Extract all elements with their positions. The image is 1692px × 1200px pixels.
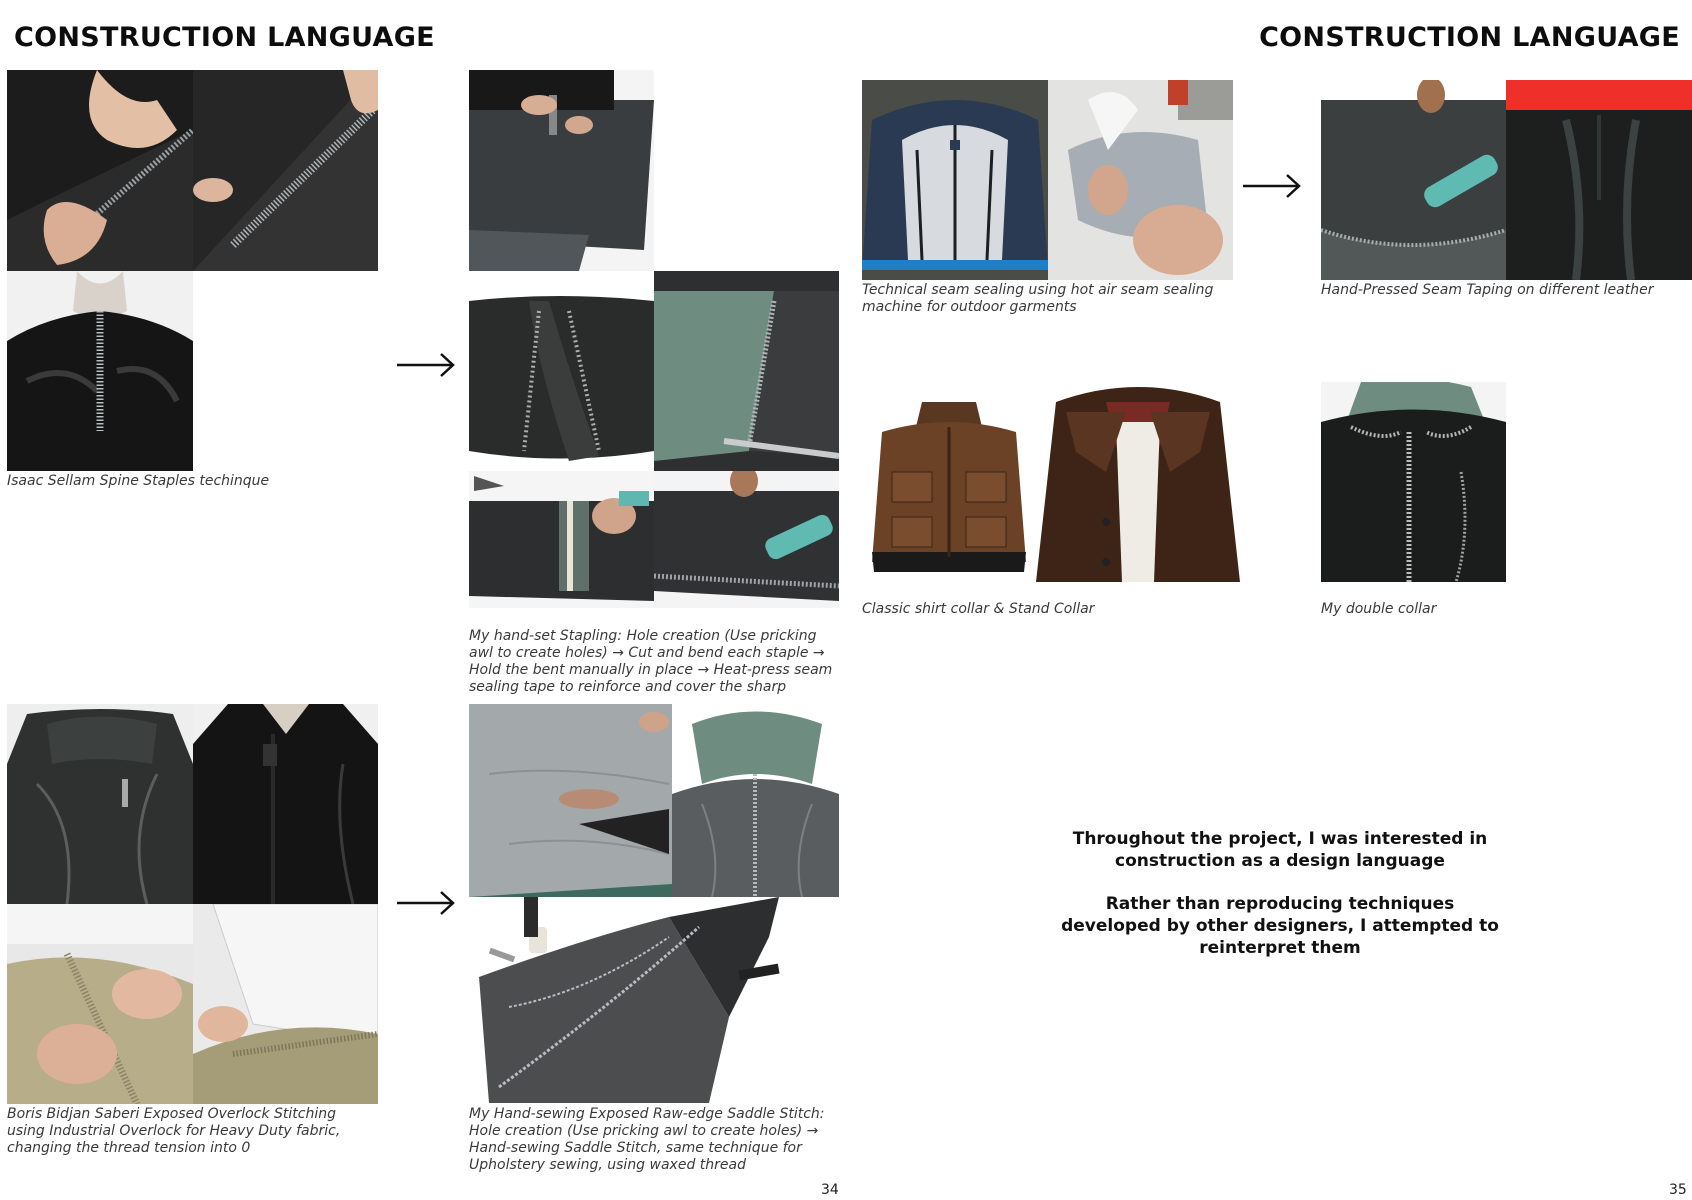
- caption-classic-shirt-collar: Classic shirt collar & Stand Collar: [862, 601, 1095, 617]
- left-page-title: CONSTRUCTION LANGUAGE: [14, 22, 435, 53]
- photo-my-double-collar: [1321, 382, 1506, 582]
- caption-hand-set-stapling: My hand-set Stapling: Hole creation (Use pricking awl to create holes) → Cut and bend each staple → Hold the bent manually in place → Heat-press seam sealing tape to reinforce and cover the sharp: [469, 628, 833, 695]
- photo-heat-gun-on-leather: [1321, 80, 1506, 280]
- photo-leather-trousers-seam-tape: [1506, 80, 1692, 280]
- statement-paragraph-2: Rather than reproducing techniques developed by other designers, I attempted to reinterpret them: [1061, 894, 1499, 958]
- photo-grey-jacket-hood: [672, 704, 839, 897]
- statement-paragraph-1: Throughout the project, I was interested in construction as a design language: [1072, 829, 1488, 871]
- photo-overlock-jacket-front: [193, 704, 378, 904]
- photo-staple-hand-closeup: [7, 70, 193, 271]
- design-statement: [1060, 828, 1500, 959]
- caption-isaac-sellam: Isaac Sellam Spine Staples techinque: [7, 473, 270, 489]
- photo-spine-staples-back: [7, 271, 193, 471]
- photo-green-lining-staples: [654, 271, 839, 471]
- photo-pricking-awl-grey-leather: [469, 704, 672, 897]
- right-page-number: 35: [1669, 1182, 1687, 1198]
- arrow-right-icon: [397, 888, 457, 918]
- caption-hand-pressed-seam-taping: Hand-Pressed Seam Taping on different leather: [1321, 282, 1654, 298]
- photo-brown-leather-jacket-stand-collar: [862, 382, 1036, 582]
- photo-outdoor-jacket-seam-tape: [862, 80, 1048, 280]
- photo-hammering-staples: [469, 70, 654, 271]
- caption-technical-seam-sealing: Technical seam sealing using hot air seam sealing machine for outdoor garments: [862, 282, 1214, 315]
- photo-heat-gun-seam: [654, 471, 839, 608]
- caption-boris-bidjan-saberi: Boris Bidjan Saberi Exposed Overlock Stitching using Industrial Overlock for Heavy Duty fabric, changing the thread tension into 0: [7, 1106, 341, 1156]
- photo-overlock-sewing-khaki: [7, 904, 193, 1104]
- caption-my-double-collar: My double collar: [1321, 601, 1437, 617]
- photo-stapled-leather-panel: [469, 271, 654, 471]
- arrow-right-icon: [1243, 171, 1303, 201]
- right-page-title: CONSTRUCTION LANGUAGE: [1259, 22, 1680, 53]
- photo-saddle-stitch-flatlay: [469, 897, 839, 1103]
- photo-overlock-machine-khaki: [193, 904, 378, 1104]
- left-page-number: 34: [821, 1182, 839, 1198]
- photo-hot-air-seam-sealing-machine: [1048, 80, 1233, 280]
- photo-overlock-jacket-back: [7, 704, 193, 904]
- caption-hand-sewing-saddle-stitch: My Hand-sewing Exposed Raw-edge Saddle Stitch: Hole creation (Use pricking awl to create holes) → Hand-sewing Saddle Stitch, same technique for Upholstery sewing, using waxed thread: [469, 1106, 825, 1173]
- photo-heat-press-tape: [469, 471, 654, 608]
- arrow-right-icon: [397, 350, 457, 380]
- photo-brown-leather-jacket-shirt-collar: [1036, 382, 1240, 582]
- photo-staple-row-leather: [193, 70, 378, 271]
